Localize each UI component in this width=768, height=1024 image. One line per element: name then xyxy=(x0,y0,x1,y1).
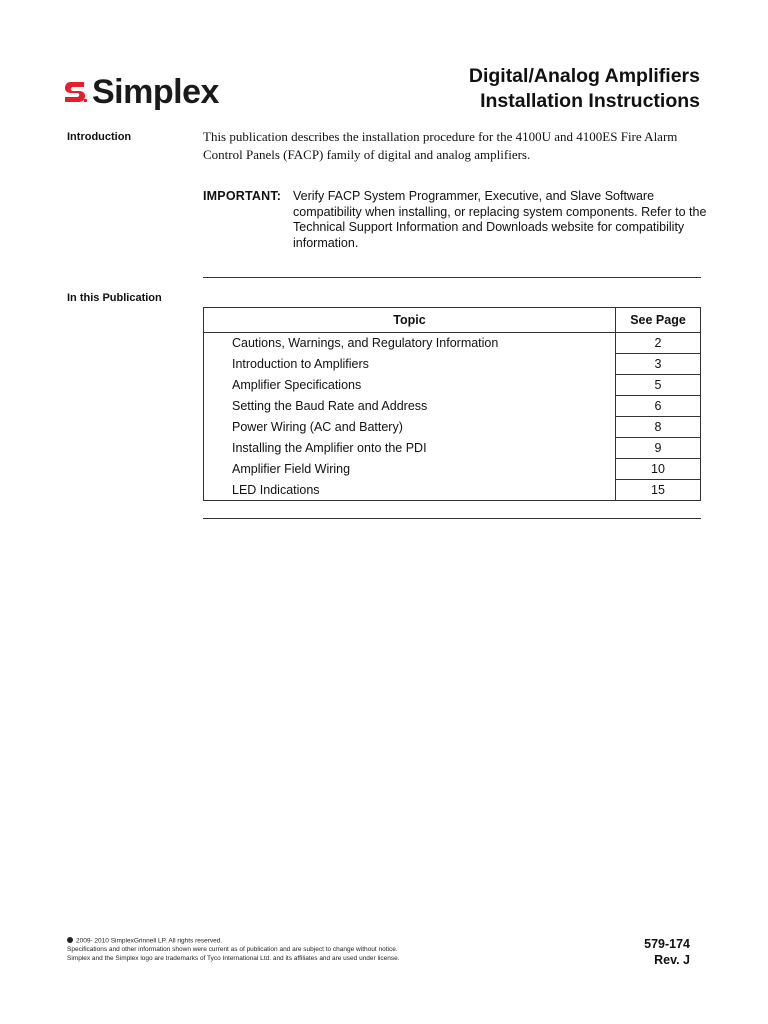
copyright-icon xyxy=(67,937,73,943)
page-cell: 3 xyxy=(616,354,701,375)
page-cell: 2 xyxy=(616,333,701,354)
topic-cell: Power Wiring (AC and Battery) xyxy=(204,417,616,438)
in-this-publication-label: In this Publication xyxy=(67,292,162,304)
table-row xyxy=(204,480,701,501)
topic-cell: Introduction to Amplifiers xyxy=(204,354,616,375)
simplex-s-logo-icon xyxy=(62,77,88,107)
document-title xyxy=(469,64,700,114)
topic-cell: Setting the Baud Rate and Address xyxy=(204,396,616,417)
document-number-block xyxy=(644,936,690,968)
title-line-1: Digital/Analog Amplifiers xyxy=(468,65,700,87)
section-divider xyxy=(203,277,701,278)
table-row xyxy=(204,459,701,480)
page-cell: 6 xyxy=(616,396,701,417)
table-row xyxy=(204,438,701,459)
topic-cell: Cautions, Warnings, and Regulatory Information xyxy=(204,333,616,354)
important-label: IMPORTANT: xyxy=(203,189,282,203)
table-row xyxy=(204,333,701,354)
important-text: Verify FACP System Programmer, Executive, and Slave Software compatibility when installing, or replacing system components. Refer to the Technical Support Information and Downloads website for compatibility information. xyxy=(293,189,707,250)
topic-cell: Amplifier Specifications xyxy=(204,375,616,396)
page-cell: 10 xyxy=(616,459,701,480)
notice-line: Specifications and other information shown were current as of publication and are subject to change without notice. xyxy=(67,946,398,953)
page-cell: 15 xyxy=(616,480,701,501)
page-cell: 9 xyxy=(616,438,701,459)
table-row xyxy=(204,396,701,417)
simplex-logo xyxy=(62,74,219,110)
trademark-line: Simplex and the Simplex logo are trademarks of Tyco International Ltd. and its affiliates and are used under license. xyxy=(67,954,400,962)
table-row xyxy=(204,354,701,375)
page-cell: 8 xyxy=(616,417,701,438)
footer-legal xyxy=(67,937,487,963)
topic-cell: Amplifier Field Wiring xyxy=(204,459,616,480)
topics-table xyxy=(203,307,701,501)
revision: Rev. J xyxy=(654,953,690,967)
topic-cell: LED Indications xyxy=(204,480,616,501)
table-header-row xyxy=(204,308,701,333)
document-number: 579-174 xyxy=(644,937,690,951)
page-column-header: See Page xyxy=(616,308,701,333)
topic-column-header: Topic xyxy=(204,308,616,333)
copyright-text: 2009- 2010 SimplexGrinnell LP. All rights reserved. xyxy=(76,937,223,945)
table-row xyxy=(204,417,701,438)
table-bottom-divider xyxy=(203,518,701,519)
copyright-line xyxy=(67,937,487,946)
table-row xyxy=(204,375,701,396)
introduction-text: This publication describes the installation procedure for the 4100U and 4100ES Fire Alarm Control Panels (FACP) family of digital and analog amplifiers. xyxy=(203,129,678,162)
page-cell: 5 xyxy=(616,375,701,396)
topic-cell: Installing the Amplifier onto the PDI xyxy=(204,438,616,459)
title-line-2: Installation Instructions xyxy=(480,90,700,112)
brand-name: Simplex xyxy=(92,73,219,111)
introduction-label: Introduction xyxy=(67,131,132,143)
